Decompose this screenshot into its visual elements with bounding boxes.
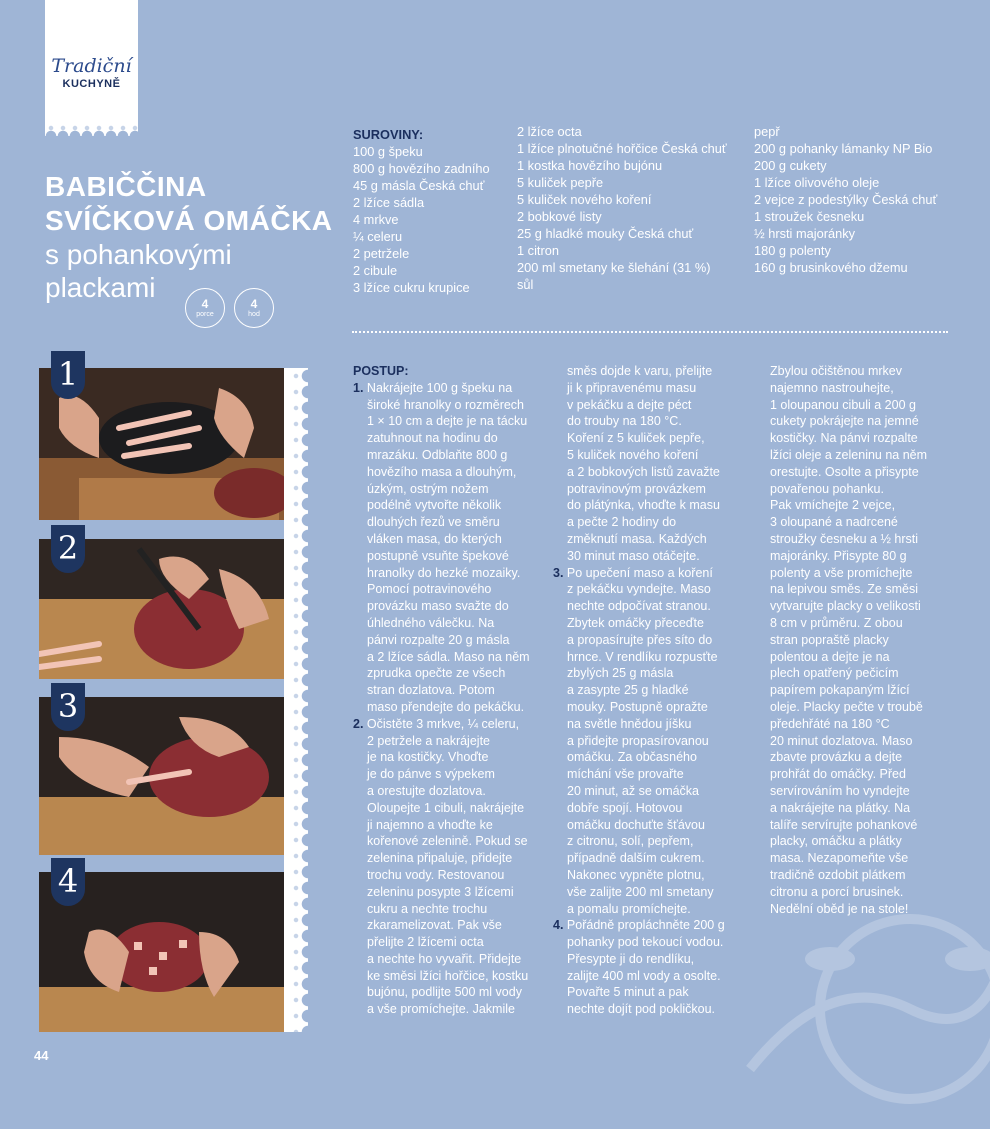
method-line: stran popraště placky [770,632,889,647]
title-line-4: plackami [45,272,156,303]
method-text: Nakonec vypněte plotnu, [567,867,705,882]
ingredient-item: 3 lžíce cukru krupice [353,280,470,295]
badge-script-text: Tradiční [51,55,132,77]
method-line: tradičně ozdobit plátkem [770,867,906,882]
ingredient-item: 2 bobkové listy [517,209,602,224]
ingredient-item: 25 g hladké mouky Česká chuť [517,226,694,241]
method-line [553,565,753,582]
method-text: hovězího masa a dlouhým, [367,464,517,479]
method-text: a přidejte propasírovanou [567,733,709,748]
step-number-2: 2 [51,525,85,573]
ingredient-item: 200 ml smetany ke šlehání (31 %) [517,260,711,275]
method-line: zbavte provázku a dejte [770,750,903,765]
method-line: Nedělní oběd je na stole! [770,901,909,916]
method-line [353,749,553,766]
method-line [353,917,553,934]
method-line [553,615,753,632]
time-unit: hod [248,311,260,318]
ingredient-item: 1 lžíce plnotučné hořčice Česká chuť [517,141,727,156]
method-text: a pomalu promíchejte. [567,901,691,916]
method-text: změknutí masa. Každých [567,531,707,546]
step-number-4: 4 [51,858,85,906]
portions-value: 4 [201,297,209,311]
method-line: 20 minut dozlatova. Maso [770,733,913,748]
method-line [553,699,753,716]
method-col-1 [353,363,553,1018]
method-line [353,699,553,716]
method-text: ji k připravenému masu [567,380,697,395]
method-line [553,548,753,565]
badge-caps-text: KUCHYNĚ [62,78,121,90]
method-line [353,565,553,582]
method-text: Koření z 5 kuliček pepře, [567,431,705,446]
ingredient-item: 2 petržele [353,246,410,261]
ingredient-item: 2 vejce z podestýlky Česká chuť [754,192,938,207]
method-line [353,833,553,850]
method-text: a nechte ho vyvařit. Přidejte [367,951,522,966]
method-line [553,749,753,766]
method-text: hrnce. V rendlíku rozpusťte [567,649,718,664]
ingredients-col-1 [353,126,490,296]
method-line [553,447,753,464]
method-line [553,481,753,498]
method-text: Nakrájejte 100 g špeku na [366,380,513,395]
method-text: cukru a nechte trochu [367,901,488,916]
method-line [553,514,753,531]
time-badge [234,288,274,328]
ingredient-item: ½ hrsti majoránky [754,226,855,241]
method-text: vláken masa, do kterých [367,531,502,546]
method-text: nechte dojít pod pokličkou. [567,1002,716,1017]
method-line [353,665,553,682]
step-number: 4. [553,918,564,933]
method-line [353,397,553,414]
ingredients-col-2 [517,123,727,293]
method-text: 20 minut, až se omáčka [567,783,700,798]
ingredient-item: 2 lžíce sádla [353,195,425,210]
method-line [353,413,553,430]
method-line: majoránky. Přisypte 80 g [770,548,907,563]
method-line [353,850,553,867]
method-line: na lepivou směs. Ze směsi [770,582,918,597]
method-text: a vše promíchejte. Jakmile [367,1002,515,1017]
method-text: z pekáčku vyndejte. Maso [567,582,711,597]
method-line [553,397,753,414]
method-text: provázku maso svažte do [367,599,509,614]
method-line [353,581,553,598]
ingredient-item: 160 g brusinkového džemu [754,260,908,275]
method-text: úzkým, ostrým nožem [367,481,489,496]
method-line [353,968,553,985]
method-text: úhledného válečku. Na [367,615,495,630]
method-line [553,598,753,615]
method-text: zprudka opečte ze všech [367,666,506,681]
method-line: 1 oloupanou cibuli a 200 g [770,397,916,412]
ingredient-item: 5 kuliček nového koření [517,192,652,207]
step-number: 2. [353,716,364,731]
method-line [353,951,553,968]
method-text: postupně vsuňte špekové [367,548,509,563]
lace-border [45,114,138,136]
method-line [553,531,753,548]
method-text: je do pánve s výpekem [367,767,495,782]
method-line [353,430,553,447]
title-line-2: SVÍČKOVÁ OMÁČKA [45,205,333,236]
method-line [553,581,753,598]
method-text: bujónu, podlijte 500 ml vody [367,985,522,1000]
method-text: do trouby na 180 °C. [567,414,682,429]
method-line: talíře servírujte pohankové [770,817,918,832]
time-value: 4 [250,297,258,311]
method-line [353,884,553,901]
method-line [553,413,753,430]
method-text: Pomocí potravinového [367,582,492,597]
method-text: ji najemno a vhoďte ke [367,817,493,832]
method-text: a pečte 2 hodiny do [567,515,677,530]
method-text: zkaramelizovat. Pak vše [367,918,502,933]
ingredient-item: 800 g hovězího zadního [353,161,490,176]
method-line [353,766,553,783]
method-line: stroužky česneku a ½ hrsti [770,531,918,546]
method-text: na světle hnědou jíšku [567,716,692,731]
tradicni-kuchyne-badge [45,0,138,136]
method-text: a propasírujte přes síto do [567,632,713,647]
method-text: směs dojde k varu, přelijte [567,364,713,378]
ingredient-item: 1 stroužek česneku [754,209,865,224]
method-line [353,497,553,514]
method-line: orestujte. Osolte a přisypte [770,464,919,479]
method-line: povařenou pohanku. [770,481,884,496]
method-text: a orestujte dozlatova. [367,783,486,798]
method-line [553,497,753,514]
ingredient-item: 180 g polenty [754,243,831,258]
method-line [353,716,553,733]
ingredient-item: 4 mrkve [353,212,399,227]
method-line [553,682,753,699]
ingredients-heading: SUROVINY: [353,127,424,142]
method-text: zbylých 25 g másla [567,666,674,681]
method-text: vše zalijte 200 ml smetany [567,884,714,899]
method-text: do plátýnka, vhoďte k masu [567,498,720,513]
method-line [553,783,753,800]
dotted-divider [352,331,948,333]
method-line [353,901,553,918]
method-text: 1 × 10 cm a dejte je na tácku [367,414,528,429]
method-text: Pořádně propláchněte 200 g [566,918,725,933]
method-text: Očistěte 3 mrkve, ¼ celeru, [366,716,520,731]
method-text: Přesypte ji do rendlíku, [567,951,695,966]
method-text: 30 minut maso otáčejte. [567,548,700,563]
folk-ornament-icon [710,809,990,1129]
method-line [353,682,553,699]
ingredient-item: 1 kostka hovězího bujónu [517,158,663,173]
ingredient-item: sůl [517,277,534,292]
method-text: široké hranolky o rozměrech [367,397,525,412]
method-text: trochu vody. Restovanou [367,867,505,882]
method-line: Zbylou očištěnou mrkev [770,364,903,378]
step-number-1: 1 [51,351,85,399]
method-line: lžíci oleje a zeleninu na něm [770,447,928,462]
method-line: polenty a vše promíchejte [770,565,913,580]
method-line [553,380,753,397]
ingredient-item: 1 lžíce olivového oleje [754,175,880,190]
method-line [553,464,753,481]
method-line: placky, omáčku a plátky [770,834,902,849]
method-text: podélně vytvořte několik [367,498,502,513]
method-line [353,783,553,800]
ingredient-item: ¼ celeru [353,229,403,244]
method-line [553,733,753,750]
method-text: mouky. Postupně opražte [567,699,708,714]
method-line [553,716,753,733]
method-text: stran dozlatova. Potom [367,683,495,698]
page-number: 44 [34,1048,49,1063]
method-line [353,800,553,817]
method-text: zeleninu posypte 3 lžícemi [367,884,514,899]
method-text: míchání vše provařte [567,767,684,782]
method-line [353,531,553,548]
method-line [353,984,553,1001]
method-line [353,464,553,481]
step-number: 3. [553,565,564,580]
step-number: 1. [353,380,364,395]
method-line: servírováním ho vyndejte [770,783,910,798]
method-text: a zasypte 25 g hladké [567,683,689,698]
ingredient-item: 100 g špeku [353,144,423,159]
ingredient-item: 200 g cukety [754,158,827,173]
method-line: polentou a dejte je na [770,649,890,664]
method-text: ke směsi lžíci hořčice, kostku [367,968,529,983]
method-line [353,867,553,884]
method-line [353,733,553,750]
ingredient-item: 200 g pohanky lámanky NP Bio [754,141,933,156]
method-line [553,665,753,682]
method-text: případně dalším cukrem. [567,851,705,866]
title-line-3: s pohankovými [45,239,232,270]
method-text: omáčku. Za občasného [567,750,697,765]
method-line: oleje. Placky pečte v troubě [770,699,923,714]
method-text: Zbytek omáčky přeceďte [567,615,704,630]
ingredient-item: 1 citron [517,243,559,258]
ingredients-col-3 [754,123,937,276]
portions-badge [185,288,225,328]
method-line [353,447,553,464]
method-text: 2 petržele a nakrájejte [367,733,490,748]
method-line: předehřáté na 180 °C [770,716,890,731]
method-line [353,615,553,632]
method-line: masa. Nezapomeňte vše [770,851,909,866]
method-line [353,632,553,649]
method-line: citronu a porcí brusinek. [770,884,904,899]
method-line [353,1001,553,1018]
method-line: vytvarujte placky o velikosti [770,599,921,614]
method-line [353,514,553,531]
method-line [353,598,553,615]
portions-unit: porce [196,311,214,318]
method-text: v pekáčku a dejte péct [567,397,692,412]
ingredient-item: 2 cibule [353,263,398,278]
method-line: kostičky. Na pánvi rozpalte [770,431,918,446]
method-text: dobře spojí. Hotovou [567,800,683,815]
title-line-1: BABIČČINA [45,171,207,202]
method-text: a 2 lžíce sádla. Maso na něm [367,649,530,664]
method-text: je na kostičky. Vhoďte [367,750,489,765]
method-text: nechte odpočívat stranou. [567,599,711,614]
method-text: zalijte 400 ml vody a osolte. [567,968,721,983]
ingredient-item: 2 lžíce octa [517,124,582,139]
method-heading: POSTUP: [353,364,409,378]
method-text: Po upečení maso a koření [566,565,713,580]
method-text: Povařte 5 minut a pak [567,985,689,1000]
method-line: Pak vmíchejte 2 vejce, [770,498,896,513]
method-line [553,430,753,447]
method-line [353,548,553,565]
method-line: 8 cm v průměru. Z obou [770,615,903,630]
method-line [353,817,553,834]
method-line: papírem pokapaným lžící [770,683,910,698]
method-text: hranolky do hezké mozaiky. [367,565,521,580]
ingredient-item: 45 g másla Česká chuť [353,178,485,193]
lace-strip [284,368,308,1032]
method-text: maso přendejte do pekáčku. [367,699,525,714]
method-line [353,934,553,951]
step-number-3: 3 [51,683,85,731]
method-line [553,363,753,380]
method-text: pánvi rozpalte 20 g másla [367,632,510,647]
method-line [553,649,753,666]
method-line: plech opatřený pečicím [770,666,899,681]
method-text: potravinovým provázkem [567,481,706,496]
method-text: Oloupejte 1 cibuli, nakrájejte [367,800,525,815]
method-line [553,766,753,783]
ingredient-item: pepř [754,124,780,139]
method-line: prohřát do omáčky. Před [770,767,906,782]
method-line [353,481,553,498]
method-line: najemno nastrouhejte, [770,380,894,395]
method-text: z citronu, solí, pepřem, [567,834,694,849]
method-text: a 2 bobkových listů zavažte [567,464,720,479]
method-text: dlouhých řezů ve směru [367,515,500,530]
method-line: a nakrájejte na plátky. Na [770,800,911,815]
method-text: kořenové zelenině. Pokud se [367,834,528,849]
method-line: 3 oloupané a nadrcené [770,515,898,530]
method-line [553,632,753,649]
ingredient-item: 5 kuliček pepře [517,175,604,190]
method-text: zatuhnout na hodinu do [367,431,498,446]
method-line: cukety pokrájejte na jemné [770,414,919,429]
method-text: zelenina připaluje, přidejte [367,851,513,866]
method-line [353,380,553,397]
method-text: 5 kuliček nového koření [567,447,699,462]
method-text: mrazáku. Odblaňte 800 g [367,447,508,462]
recipe-title [45,170,345,304]
method-line [353,649,553,666]
method-text: přelijte 2 lžícemi octa [367,935,484,950]
method-text: pohanky pod tekoucí vodou. [567,935,724,950]
method-text: omáčku dochuťte šťávou [567,817,705,832]
